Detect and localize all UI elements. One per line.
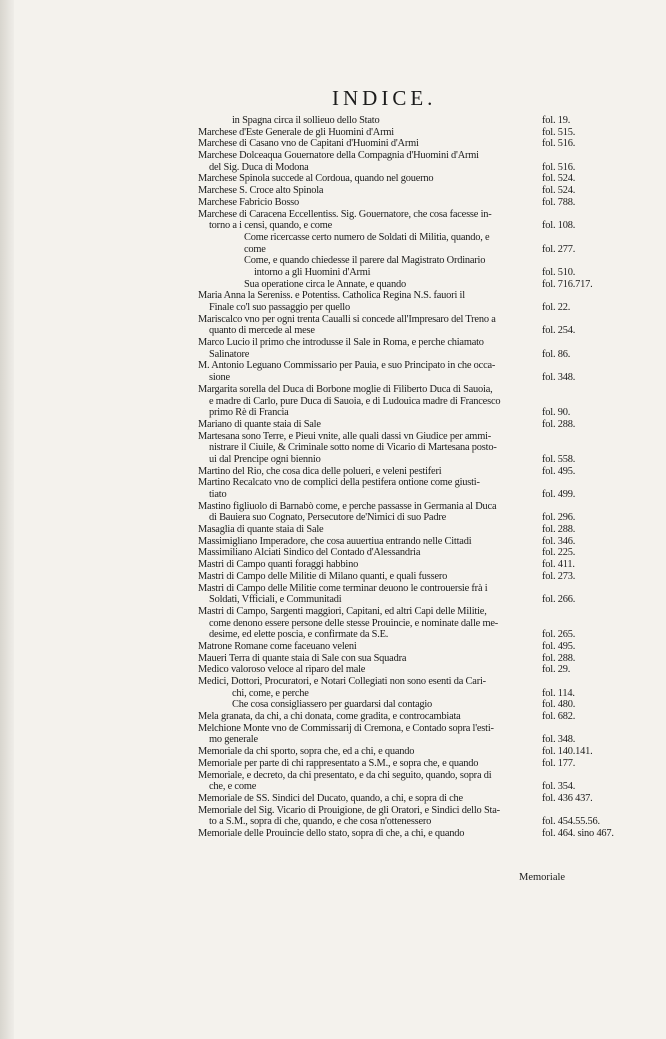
- entry-folio: fol. 273.: [542, 570, 576, 582]
- entry-text: Mastri di Campo quanti foraggi habbino: [198, 559, 359, 571]
- entry-text: Mastino figliuolo di Barnabò come, e perche passasse in Germania al Duca: [198, 500, 497, 512]
- entry-folio: fol. 510.: [542, 266, 576, 278]
- entry-folio: [540, 396, 652, 408]
- entry-text: Mariano di quante staia di Sale: [198, 418, 321, 430]
- index-entry: [0, 583, 666, 595]
- index-entry: [0, 115, 666, 127]
- entry-text: to a S.M., sopra di che, quando, e che cosa n'ottenessero: [209, 816, 432, 828]
- entry-text: Come, e quando chiedesse il parere dal Magistrato Ordinario: [244, 255, 486, 267]
- entry-text: Medici, Dottori, Procuratori, e Notari Collegiati non sono esenti da Cari-: [198, 676, 486, 687]
- entry-text: Soldati, Vfficiali, e Communitadi: [209, 594, 342, 606]
- index-entry: [0, 255, 666, 267]
- index-entry: [0, 431, 666, 443]
- index-entries: [0, 115, 666, 840]
- entry-folio: fol. 177.: [542, 757, 576, 769]
- entry-text: Salinatore: [209, 348, 250, 360]
- index-entry: [0, 372, 666, 384]
- entry-text: Mariscalco vno per ogni trenta Caualli si concede all'Impresaro del Treno a: [198, 313, 496, 325]
- entry-text: desime, ed elette poscia, e confirmate da S.E.: [209, 629, 389, 641]
- index-entry: [0, 419, 666, 431]
- entry-folio: fol. 788.: [542, 196, 576, 208]
- entry-text: Maueri Terra di quante staia di Sale con sua Squadra: [198, 652, 407, 664]
- entry-folio: fol. 254.: [542, 325, 576, 337]
- entry-folio: fol. 495.: [542, 640, 576, 652]
- entry-folio: fol. 225.: [542, 547, 576, 559]
- entry-text: di Bauiera suo Cognato, Persecutore de'Nimici di suo Padre: [209, 512, 446, 524]
- entry-folio: fol. 348.: [542, 734, 576, 746]
- entry-folio: [540, 314, 652, 326]
- entry-text: Medico valoroso veloce al riparo del male: [198, 664, 366, 676]
- entry-text: sione: [209, 372, 230, 384]
- index-entry: [0, 396, 666, 408]
- index-entry: [0, 360, 666, 372]
- entry-folio: fol. 499.: [542, 489, 576, 500]
- entry-text: Martino del Rio, che cosa dica delle polueri, e veleni pestiferi: [198, 465, 442, 477]
- index-entry: [0, 688, 666, 700]
- entry-text: primo Rè di Francia: [209, 407, 289, 419]
- entry-folio: fol. 716.717.: [542, 278, 593, 290]
- entry-text: che, e come: [209, 781, 257, 793]
- entry-text: Che cosa consigliassero per guardarsi dal contagio: [232, 699, 433, 711]
- entry-text: Masaglia di quante staia di Sale: [198, 524, 324, 536]
- entry-text: torno a i censi, quando, e come: [209, 220, 333, 232]
- entry-text: come denono essere persone delle stesse Prouincie, e nominate dalle me-: [209, 617, 499, 629]
- entry-text: Memoriale, e decreto, da chi presentato, e da chi seguito, quando, sopra di: [198, 769, 492, 781]
- entry-text: Martesana sono Terre, e Pieui vnite, alle quali dassi vn Giudice per ammi-: [198, 430, 492, 442]
- index-entry: [0, 209, 666, 221]
- entry-text: in Spagna circa il sollieuo dello Stato: [232, 115, 380, 126]
- entry-folio: fol. 354.: [542, 781, 576, 793]
- index-entry: [0, 618, 666, 630]
- entry-folio: fol. 524.: [542, 185, 576, 197]
- entry-text: Mastri di Campo, Sargenti maggiori, Capitani, ed altri Capi delle Militie,: [198, 605, 487, 617]
- entry-text: Memoriale del Sig. Vicario di Prouigione, de gli Oratori, e Sindici dello Sta-: [198, 804, 500, 816]
- index-entry: [0, 828, 666, 840]
- index-entry: [0, 746, 666, 758]
- entry-text: Massimigliano Imperadore, che cosa auuertiua entrando nelle Cittadi: [198, 535, 472, 547]
- entry-folio: fol. 22.: [542, 302, 571, 313]
- entry-folio: fol. 114.: [542, 687, 575, 699]
- index-entry: [0, 384, 666, 396]
- index-entry: [0, 197, 666, 209]
- entry-text: Margarita sorella del Duca di Borbone moglie di Filiberto Duca di Sauoia,: [198, 383, 493, 395]
- index-entry: [0, 816, 666, 828]
- entry-folio: [540, 501, 652, 513]
- entry-text: Marchese Fabricio Bosso: [198, 196, 300, 208]
- entry-text: Sua operatione circa le Annate, e quando: [244, 278, 406, 290]
- entry-text: intorno a gli Huomini d'Armi: [254, 266, 371, 278]
- index-entry: [0, 279, 666, 291]
- entry-folio: fol. 288.: [542, 524, 576, 536]
- index-entry: [0, 349, 666, 361]
- entry-text: Memoriale de SS. Sindici del Ducato, quando, a chi, e sopra di che: [198, 792, 463, 804]
- entry-folio: fol. 436 437.: [542, 792, 593, 804]
- entry-folio: fol. 108.: [542, 220, 576, 232]
- entry-text: Marchese Dolceaqua Gouernatore della Compagnia d'Huomini d'Armi: [198, 150, 479, 162]
- index-entry: [0, 734, 666, 746]
- entry-folio: fol. 277.: [542, 243, 576, 255]
- entry-folio: [540, 360, 652, 372]
- entry-folio: [540, 337, 652, 349]
- index-entry: [0, 220, 666, 232]
- entry-folio: [540, 583, 652, 595]
- index-entry: [0, 244, 666, 256]
- entry-folio: [540, 676, 652, 688]
- entry-folio: fol. 288.: [542, 652, 576, 664]
- entry-folio: [540, 442, 652, 454]
- index-entry: [0, 524, 666, 536]
- index-entry: [0, 337, 666, 349]
- entry-text: Come ricercasse certo numero de Soldati di Militia, quando, e: [244, 231, 490, 243]
- index-entry: [0, 442, 666, 454]
- entry-text: Mastri di Campo delle Militie di Milano quanti, e quali fussero: [198, 570, 448, 582]
- index-entry: [0, 290, 666, 302]
- entry-text: quanto di mercede al mese: [209, 325, 315, 337]
- entry-folio: fol. 86.: [542, 348, 571, 360]
- entry-text: Marchese Spinola succede al Cordoua, quando nel gouerno: [198, 173, 434, 185]
- entry-folio: fol. 524.: [542, 173, 576, 185]
- entry-folio: fol. 682.: [542, 711, 576, 723]
- index-entry: [0, 547, 666, 559]
- entry-folio: fol. 515.: [542, 126, 576, 138]
- entry-folio: [540, 150, 652, 162]
- index-entry: [0, 723, 666, 735]
- entry-text: Memoriale da chi sporto, sopra che, ed a chi, e quando: [198, 746, 415, 758]
- entry-text: del Sig. Duca di Modona: [209, 161, 309, 173]
- index-entry: [0, 150, 666, 162]
- entry-folio: fol. 296.: [542, 512, 576, 524]
- entry-folio: [540, 384, 652, 396]
- index-entry: [0, 770, 666, 782]
- index-entry: [0, 653, 666, 665]
- index-entry: [0, 606, 666, 618]
- entry-folio: fol. 411.: [542, 559, 575, 571]
- catchword: Memoriale: [519, 872, 566, 883]
- entry-text: Melchione Monte vno de Commissarij di Cremona, e Contado sopra l'esti-: [198, 722, 494, 734]
- index-entry: [0, 711, 666, 723]
- index-entry: [0, 793, 666, 805]
- entry-folio: fol. 90.: [542, 407, 571, 419]
- index-entry: [0, 629, 666, 641]
- entry-text: Finale co'l suo passaggio per quello: [209, 302, 350, 313]
- index-entry: [0, 454, 666, 466]
- index-entry: [0, 676, 666, 688]
- index-entry: [0, 664, 666, 676]
- entry-folio: fol. 265.: [542, 629, 576, 641]
- entry-folio: [540, 770, 652, 782]
- entry-text: Matrone Romane come faceuano veleni: [198, 640, 357, 652]
- entry-text: Marchese d'Este Generale de gli Huomini d'Armi: [198, 126, 394, 138]
- entry-folio: [540, 618, 652, 630]
- index-entry: [0, 477, 666, 489]
- page-title: INDICE.: [332, 86, 437, 110]
- entry-folio: [540, 290, 652, 302]
- index-entry: [0, 173, 666, 185]
- entry-folio: fol. 516.: [542, 161, 576, 173]
- entry-text: nistrare il Ciuile, & Criminale sotto nome di Vicario di Martesana posto-: [209, 442, 497, 454]
- entry-folio: fol. 348.: [542, 372, 576, 384]
- entry-text: Mastri di Campo delle Militie come terminar deuono le controuersie frà i: [198, 582, 488, 594]
- index-entry: [0, 267, 666, 279]
- entry-folio: fol. 140.141.: [542, 746, 593, 758]
- index-entry: [0, 781, 666, 793]
- index-entry: [0, 407, 666, 419]
- entry-folio: fol. 516.: [542, 138, 576, 150]
- entry-folio: fol. 495.: [542, 465, 576, 477]
- index-entry: [0, 325, 666, 337]
- entry-folio: fol. 29.: [542, 664, 571, 676]
- index-entry: [0, 699, 666, 711]
- index-entry: [0, 594, 666, 606]
- index-entry: [0, 232, 666, 244]
- index-entry: [0, 489, 666, 501]
- entry-text: Marchese S. Croce alto Spinola: [198, 185, 324, 197]
- index-entry: [0, 805, 666, 817]
- entry-text: come: [244, 243, 266, 255]
- entry-text: Massimiliano Alciati Sindico del Contado d'Alessandria: [198, 547, 421, 559]
- entry-text: chi, come, e perche: [232, 687, 309, 699]
- entry-folio: [540, 255, 652, 267]
- entry-folio: fol. 19.: [542, 115, 571, 126]
- entry-text: ui dal Prencipe ogni biennio: [209, 453, 321, 465]
- entry-folio: [540, 477, 652, 489]
- entry-text: tiato: [209, 489, 227, 500]
- entry-folio: fol. 454.55.56.: [542, 816, 600, 828]
- entry-folio: fol. 288.: [542, 418, 576, 430]
- index-entry: [0, 571, 666, 583]
- entry-text: Memoriale delle Prouincie dello stato, sopra di che, a chi, e quando: [198, 827, 465, 839]
- entry-text: Marco Lucio il primo che introdusse il Sale in Roma, e perche chiamato: [198, 337, 484, 349]
- index-entry: [0, 536, 666, 548]
- entry-folio: [540, 606, 652, 618]
- entry-text: Marchese di Caracena Eccellentiss. Sig. Gouernatore, che cosa facesse in-: [198, 208, 492, 220]
- entry-text: e madre di Carlo, pure Duca di Sauoia, e di Ludouica madre di Francesco: [209, 395, 501, 407]
- index-entry: [0, 466, 666, 478]
- entry-folio: [540, 232, 652, 244]
- entry-folio: fol. 480.: [542, 699, 576, 711]
- index-entry: [0, 758, 666, 770]
- entry-folio: fol. 464. sino 467.: [542, 827, 614, 839]
- entry-text: Memoriale per parte di chi rappresentato a S.M., e sopra che, e quando: [198, 757, 479, 769]
- entry-folio: fol. 266.: [542, 594, 576, 606]
- entry-text: Maria Anna la Sereniss. e Potentiss. Catholica Regina N.S. fauori il: [198, 290, 465, 302]
- index-entry: [0, 162, 666, 174]
- entry-text: Marchese di Casano vno de Capitani d'Huomini d'Armi: [198, 138, 419, 150]
- entry-text: Martino Recalcato vno de complici della pestifera ontione come giusti-: [198, 477, 480, 489]
- entry-folio: [540, 431, 652, 443]
- entry-text: mo generale: [209, 734, 258, 746]
- index-entry: [0, 641, 666, 653]
- index-entry: [0, 512, 666, 524]
- index-entry: [0, 559, 666, 571]
- index-entry: [0, 185, 666, 197]
- index-entry: [0, 314, 666, 326]
- entry-text: M. Antonio Leguano Commissario per Pauia, e suo Principato in che occa-: [198, 360, 496, 372]
- entry-folio: fol. 346.: [542, 535, 576, 547]
- index-entry: [0, 127, 666, 139]
- index-entry: [0, 302, 666, 314]
- entry-folio: fol. 558.: [542, 453, 576, 465]
- index-entry: [0, 501, 666, 513]
- entry-folio: [540, 805, 652, 817]
- index-entry: [0, 138, 666, 150]
- entry-text: Mela granata, da chi, a chi donata, come gradita, e controcambiata: [198, 711, 461, 723]
- entry-folio: [540, 723, 652, 735]
- entry-folio: [540, 209, 652, 221]
